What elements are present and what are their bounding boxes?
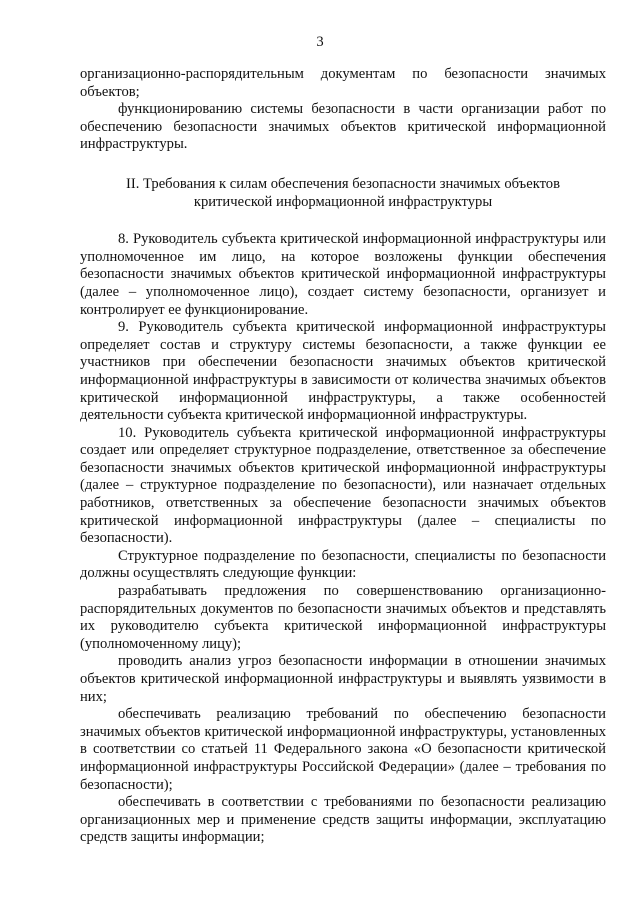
paragraph: функционированию системы безопасности в части организации работ по обеспечению безопасности значимых объектов критической информационной инфраструктуры. xyxy=(80,101,606,153)
paragraph-9: 9. Руководитель субъекта критической информационной инфраструктуры определяет состав и структуру системы безопасности, а также функции ее участников при обеспечении безопасности значимых объектов критической информационной инфраструктуры в зависимости от количества значимых объектов критической информационной инфраструктуры, а также особенностей деятельности субъекта критической информационной инфраструктуры. xyxy=(80,319,606,424)
paragraph: Структурное подразделение по безопасности, специалисты по безопасности должны осуществлять следующие функции: xyxy=(80,547,606,582)
page-number: 3 xyxy=(316,34,324,50)
paragraph: организационно-распорядительным документам по безопасности значимых объектов; xyxy=(80,66,606,100)
list-item: обеспечивать реализацию требований по обеспечению безопасности значимых объектов критической информационной инфраструктуры, установленных в соответствии со статьей 11 Федерального закона «О безопасности критической информационной инфраструктуры Российской Федерации» (далее – требования по безопасности); xyxy=(80,706,606,793)
section-heading: II. Требования к силам обеспечения безопасности значимых объектов критической информационной инфраструктуры xyxy=(126,175,560,210)
paragraph-8: 8. Руководитель субъекта критической информационной инфраструктуры или уполномоченное им лицо, на которое возложены функции обеспечения безопасности значимых объектов критической информационной инфраструктуры (далее – уполномоченное лицо), создает систему безопасности, организует и контролирует ее функционирование. xyxy=(80,231,606,318)
list-item: проводить анализ угроз безопасности информации в отношении значимых объектов критической информационной инфраструктуры и выявлять уязвимости в них; xyxy=(80,653,606,705)
list-item: обеспечивать в соответствии с требованиями по безопасности реализацию организационных мер и применение средств защиты информации, эксплуатацию средств защиты информации; xyxy=(80,794,606,846)
document-body xyxy=(80,66,606,847)
list-item: разрабатывать предложения по совершенствованию организационно-распорядительных документов по безопасности значимых объектов и представлять их руководителю субъекта критической информационной инфраструктуры (уполномоченному лицу); xyxy=(80,583,606,652)
paragraph-10: 10. Руководитель субъекта критической информационной инфраструктуры создает или определяет структурное подразделение, ответственное за обеспечение безопасности значимых объектов критической информационной инфраструктуры (далее – структурное подразделение по безопасности), или назначает отдельных работников, ответственных за обеспечение безопасности значимых объектов критической информационной инфраструктуры (далее – специалисты по безопасности). xyxy=(80,424,606,547)
